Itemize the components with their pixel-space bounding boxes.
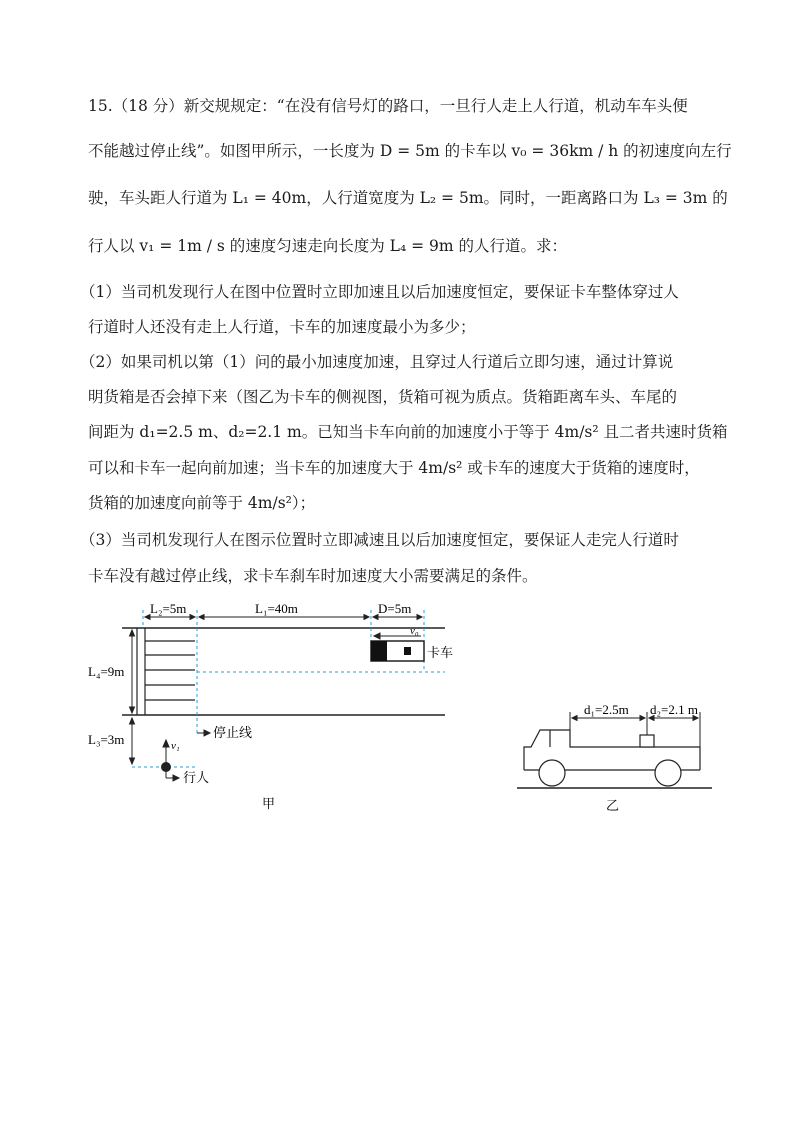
problem-line-1: 15.（18 分）新交规规定：“在没有信号灯的路口，一旦行人走上人行道，机动车车头便 xyxy=(88,97,688,115)
crosswalk-stripes xyxy=(145,641,195,700)
label-stopline: 停止线 xyxy=(213,726,253,741)
question-1-line-2: 行道时人还没有走上人行道，卡车的加速度最小为多少； xyxy=(88,318,476,336)
figure-yi xyxy=(0,695,800,845)
label-pedestrian: 行人 xyxy=(183,771,210,786)
label-v1: v₁ xyxy=(171,740,180,752)
caption-yi: 乙 xyxy=(606,799,620,814)
label-d2: d₂=2.1 m xyxy=(650,702,698,717)
question-2-line-2: 明货箱是否会掉下来（图乙为卡车的侧视图，货箱可视为质点。货箱距离车头、车尾的 xyxy=(88,388,678,406)
question-3-line-1: （3）当司机发现行人在图示位置时立即减速且以后加速度恒定，要保证人走完人行道时 xyxy=(80,531,679,549)
question-2-line-3: 间距为 d₁=2.5 m、d₂=2.1 m。已知当卡车向前的加速度小于等于 4m/s² 且二者共速时货箱 xyxy=(88,423,728,441)
problem-line-3: 驶，车头距人行道为 L₁ = 40m，人行道宽度为 L₂ = 5m。同时，一距离路口为 L₃ = 3m 的 xyxy=(88,189,728,207)
question-3-line-2: 卡车没有越过停止线，求卡车刹车时加速度大小需要满足的条件。 xyxy=(88,567,538,585)
label-truck: 卡车 xyxy=(427,646,454,661)
label-L2: L₂=5m xyxy=(150,601,187,616)
label-v0: v₀ xyxy=(410,625,419,637)
question-2-line-4: 可以和卡车一起向前加速；当卡车的加速度大于 4m/s² 或卡车的速度大于货箱的速度时， xyxy=(88,459,700,477)
label-L3: L₃=3m xyxy=(88,732,125,747)
problem-line-2: 不能越过停止线”。如图甲所示，一长度为 D = 5m 的卡车以 v₀ = 36km / h 的初速度向左行 xyxy=(88,142,732,160)
label-L4: L₄=9m xyxy=(88,664,125,679)
truck-side xyxy=(524,730,700,786)
label-d1: d₁=2.5m xyxy=(584,702,629,717)
problem-line-4: 行人以 v₁ = 1m / s 的速度匀速走向长度为 L₄ = 9m 的人行道。求： xyxy=(88,237,568,255)
truck xyxy=(371,641,424,661)
label-L1: L₁=40m xyxy=(255,601,298,616)
caption-jia: 甲 xyxy=(262,797,276,812)
question-2-line-1: （2）如果司机以第（1）问的最小加速度加速，且穿过人行道后立即匀速，通过计算说 xyxy=(80,353,674,371)
question-1-line-1: （1）当司机发现行人在图中位置时立即加速且以后加速度恒定，要保证卡车整体穿过人 xyxy=(80,283,679,301)
question-2-line-5: 货箱的加速度向前等于 4m/s²）； xyxy=(88,494,316,512)
label-D: D=5m xyxy=(378,601,412,616)
